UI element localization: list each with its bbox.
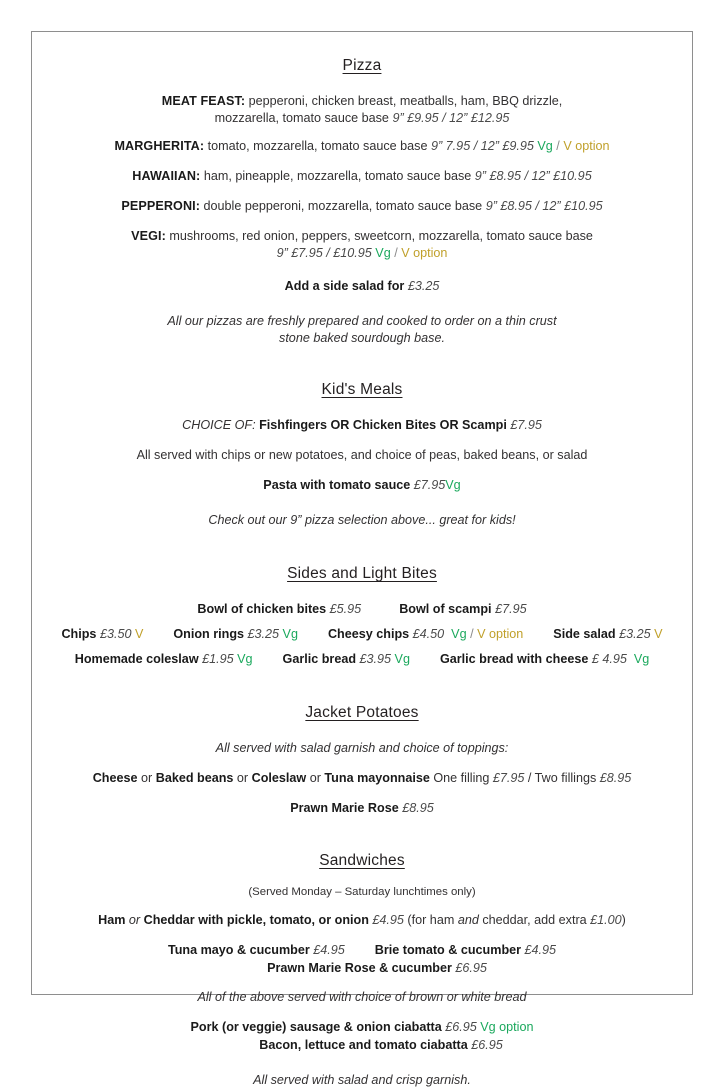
two-filling-price: £8.95 (599, 770, 632, 785)
menu-item-meat-feast-line2 (50, 110, 674, 127)
item-desc: pepperoni, chicken breast, meatballs, ham, BBQ drizzle, (245, 94, 563, 109)
item-name: Tuna mayo & cucumber (167, 942, 314, 957)
vegan-marker: Vg (237, 651, 253, 666)
vegan-marker: Vg option (480, 1020, 534, 1035)
item-desc: tomato, mozzarella, tomato sauce base (204, 139, 431, 154)
menu-item-prawn-marie-rose-cucumber (267, 960, 487, 978)
item-note-part2: cheddar, add extra (478, 912, 591, 927)
item-price: £6.95 (445, 1020, 477, 1035)
vegetarian-marker: V (654, 626, 663, 641)
item-price: £7.95 (413, 478, 446, 493)
marker-separator: / (466, 626, 478, 641)
menu-item-brie-tomato-cucumber (375, 942, 556, 960)
sides-row-2 (50, 626, 674, 644)
section-heading-jacket-potatoes: Jacket Potatoes (305, 703, 419, 721)
item-price: 9” £7.95 / £10.95 (276, 245, 372, 260)
marker-separator: / (390, 245, 402, 260)
menu-item-bowl-scampi (399, 601, 526, 619)
section-heading-sandwiches: Sandwiches (319, 852, 405, 870)
item-price: £3.50 (99, 626, 132, 641)
jacket-subtitle: All served with salad garnish and choice of toppings: (215, 740, 509, 755)
sides-row-1 (50, 601, 674, 619)
item-price: £3.25 (619, 626, 651, 641)
item-price: 9” 7.95 / 12” £9.95 (430, 139, 534, 154)
menu-item-garlic-bread-cheese (440, 651, 649, 669)
item-name: Pork (or veggie) sausage & onion ciabatta (190, 1020, 446, 1035)
sandwiches-bread-note: All of the above served with choice of brown or white bread (197, 990, 527, 1005)
conjunction-and: and (457, 912, 479, 927)
item-name: Cheesy chips (327, 626, 413, 641)
item-name-part1: Ham (98, 912, 129, 927)
menu-item-tuna-mayo-cucumber (168, 942, 345, 960)
conjunction: or (233, 770, 252, 785)
menu-item-pepperoni (50, 198, 674, 216)
vegan-marker: Vg (451, 626, 467, 641)
item-desc: mushrooms, red onion, peppers, sweetcorn, mozzarella, tomato sauce base (165, 228, 593, 243)
vegan-marker: Vg (633, 651, 650, 666)
conjunction-or: or (128, 912, 141, 927)
vegan-marker: Vg (445, 478, 461, 493)
item-price: £6.95 (471, 1038, 503, 1053)
item-name: HAWAIIAN: (132, 169, 201, 184)
conjunction: or (306, 770, 325, 785)
item-name: Prawn Marie Rose (290, 800, 403, 815)
menu-item-prawn-marie-rose (50, 800, 674, 818)
menu-item-vegi-price-line (50, 245, 674, 262)
menu-item-ham-or-cheddar (50, 912, 674, 930)
filling-coleslaw: Coleslaw (251, 770, 307, 785)
menu-item-blt-ciabatta (259, 1037, 503, 1055)
item-name: Bowl of scampi (399, 602, 496, 617)
section-heading-sides: Sides and Light Bites (287, 564, 437, 582)
item-price: £3.25 (247, 626, 280, 641)
item-price: 9” £8.95 / 12” £10.95 (485, 199, 603, 214)
item-name: Brie tomato & cucumber (374, 942, 525, 957)
item-name: Bacon, lettuce and tomato ciabatta (259, 1038, 472, 1053)
item-price: £6.95 (455, 960, 487, 975)
sides-row-3 (50, 651, 674, 669)
sandwiches-subtitle: (Served Monday – Saturday lunchtimes only) (248, 885, 476, 898)
filling-cheese: Cheese (92, 770, 138, 785)
filling-tuna-mayonnaise: Tuna mayonnaise (324, 770, 430, 785)
sandwiches-row (50, 942, 674, 978)
kids-choice-line (50, 417, 674, 435)
vegan-marker: Vg (394, 651, 410, 666)
item-price: £5.95 (329, 602, 362, 617)
conjunction: or (137, 770, 156, 785)
vegan-marker: Vg (537, 139, 553, 154)
item-price: £7.95 (495, 602, 527, 617)
section-heading-kids-meals: Kid's Meals (321, 381, 403, 399)
item-price: £ 4.95 (591, 651, 627, 666)
kids-served-with: All served with chips or new potatoes, and choice of peas, baked beans, or salad (136, 448, 588, 463)
one-filling-price: £7.95 (492, 770, 525, 785)
item-price: £4.50 (412, 626, 445, 641)
side-salad-label: Add a side salad for (284, 279, 408, 294)
side-salad-price: £3.25 (407, 279, 440, 294)
item-desc: ham, pineapple, mozzarella, tomato sauce base (200, 169, 475, 184)
item-price: £4.95 (313, 942, 345, 957)
item-name: Chips (61, 626, 100, 641)
item-name: PEPPERONI: (121, 199, 201, 214)
item-name: Side salad (553, 626, 620, 641)
item-extra-price: £1.00 (590, 912, 622, 927)
vegetarian-marker: V (134, 626, 144, 641)
menu-item-vegi (50, 228, 674, 245)
filling-baked-beans: Baked beans (155, 770, 234, 785)
marker-separator: / (552, 139, 564, 154)
price-divider: / (524, 770, 535, 785)
item-price: £4.95 (524, 942, 557, 957)
choice-price: £7.95 (510, 418, 542, 433)
item-name: Garlic bread with cheese (439, 651, 592, 666)
item-price: 9” £9.95 / 12” £12.95 (392, 110, 510, 125)
menu-item-pork-sausage-ciabatta (191, 1019, 534, 1037)
menu-item-meat-feast (50, 93, 674, 110)
item-price: £8.95 (402, 800, 434, 815)
vegan-marker: Vg (282, 626, 298, 641)
two-filling-label: Two fillings (534, 770, 600, 785)
item-name: Homemade coleslaw (74, 651, 203, 666)
item-price: £1.95 (202, 651, 234, 666)
choice-prefix: CHOICE OF: (182, 418, 256, 433)
menu-item-bowl-chicken-bites (197, 601, 361, 619)
menu-item-garlic-bread (283, 651, 410, 669)
jacket-fillings-line (50, 770, 674, 788)
item-name: Prawn Marie Rose & cucumber (267, 960, 456, 975)
menu-page (31, 31, 693, 1088)
menu-item-chips (61, 626, 143, 644)
section-heading-pizza: Pizza (342, 57, 382, 74)
item-name-part2: Cheddar with pickle, tomato, or onion (140, 912, 373, 927)
item-price: £4.95 (372, 912, 404, 927)
kids-pasta-item (50, 477, 674, 495)
menu-item-cheesy-chips (328, 626, 523, 644)
ciabatta-row (50, 1019, 674, 1055)
item-name: Onion rings (173, 626, 248, 641)
item-name: Bowl of chicken bites (197, 602, 330, 617)
vegetarian-marker: V option (401, 245, 448, 260)
item-price: £3.95 (359, 651, 392, 666)
one-filling-label: One filling (429, 770, 493, 785)
item-note-part1: (for ham (403, 912, 458, 927)
vegan-marker: Vg (375, 245, 391, 260)
item-name: MARGHERITA: (114, 139, 205, 154)
menu-item-margherita (50, 138, 674, 156)
item-note-part3: ) (621, 912, 626, 927)
pizza-footnote-line2: stone baked sourdough base. (279, 330, 445, 345)
item-name: Garlic bread (282, 651, 360, 666)
vegetarian-marker: V option (563, 139, 610, 154)
menu-item-onion-rings (173, 626, 298, 644)
item-desc-cont: mozzarella, tomato sauce base (214, 110, 393, 125)
sandwiches-footnote: All served with salad and crisp garnish. (253, 1073, 471, 1088)
menu-content (32, 32, 692, 1090)
menu-item-homemade-coleslaw (75, 651, 253, 669)
item-name: MEAT FEAST: (161, 94, 246, 109)
item-price: 9” £8.95 / 12” £10.95 (474, 169, 592, 184)
pizza-footnote-line1: All our pizzas are freshly prepared and cooked to order on a thin crust (167, 314, 557, 329)
menu-item-hawaiian (50, 168, 674, 186)
item-name: VEGI: (131, 228, 166, 243)
choice-items: Fishfingers OR Chicken Bites OR Scampi (255, 418, 511, 433)
menu-item-side-salad (553, 626, 662, 644)
item-name: Pasta with tomato sauce (263, 478, 414, 493)
side-salad-addon (50, 278, 674, 296)
item-desc: double pepperoni, mozzarella, tomato sauce base (200, 199, 486, 214)
vegetarian-marker: V option (477, 626, 524, 641)
kids-footnote: Check out our 9” pizza selection above... great for kids! (208, 513, 516, 528)
